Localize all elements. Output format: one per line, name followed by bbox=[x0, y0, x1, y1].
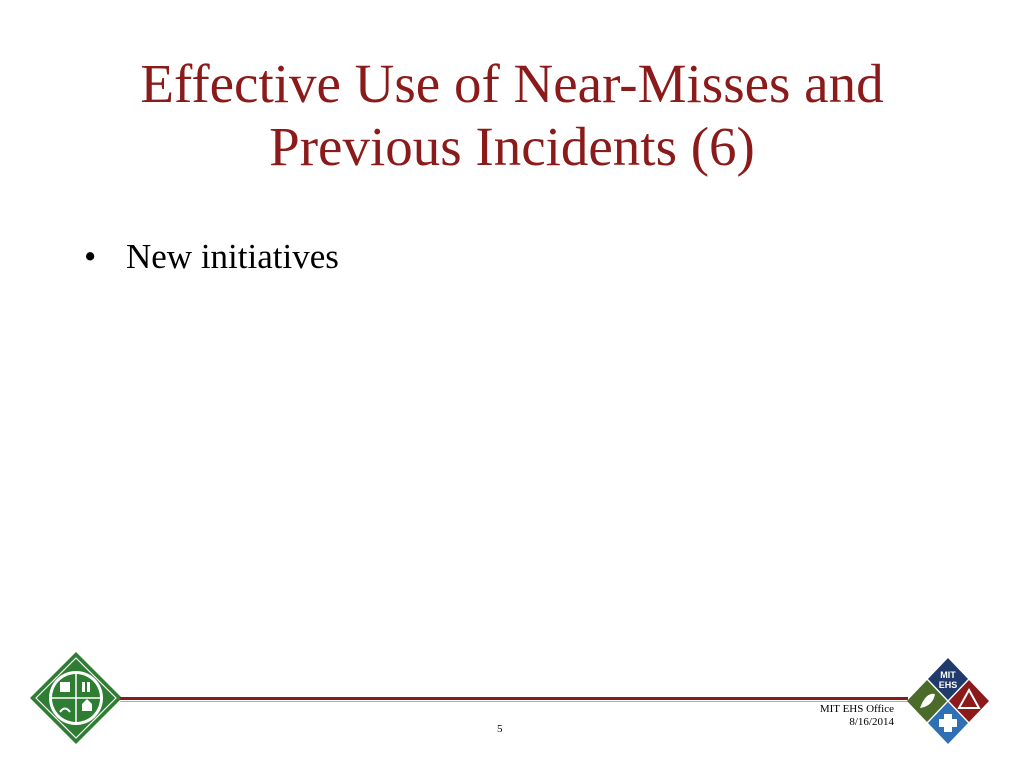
footer-date: 8/16/2014 bbox=[849, 716, 894, 728]
footer-org: MIT EHS Office bbox=[819, 703, 894, 715]
logo-right-line-2: EHS bbox=[938, 680, 958, 690]
logo-right-line-1: MIT bbox=[940, 670, 956, 680]
bullet-item bbox=[84, 236, 339, 278]
mit-ehs-diamond-logo-icon bbox=[906, 656, 990, 746]
bullet-marker: • bbox=[84, 237, 97, 276]
bullet-list bbox=[84, 236, 339, 278]
slide-title-line-2: Previous Incidents (6) bbox=[269, 116, 755, 177]
mit-ehs-green-seal-icon bbox=[28, 650, 124, 746]
bullet-text: New initiatives bbox=[126, 237, 339, 276]
footer-rule-thin bbox=[120, 701, 908, 702]
slide-title-line-1: Effective Use of Near-Misses and bbox=[140, 53, 884, 114]
page-number: 5 bbox=[497, 723, 503, 735]
footer-rule bbox=[120, 697, 908, 700]
footer-info bbox=[820, 703, 894, 729]
slide-title bbox=[40, 52, 984, 178]
